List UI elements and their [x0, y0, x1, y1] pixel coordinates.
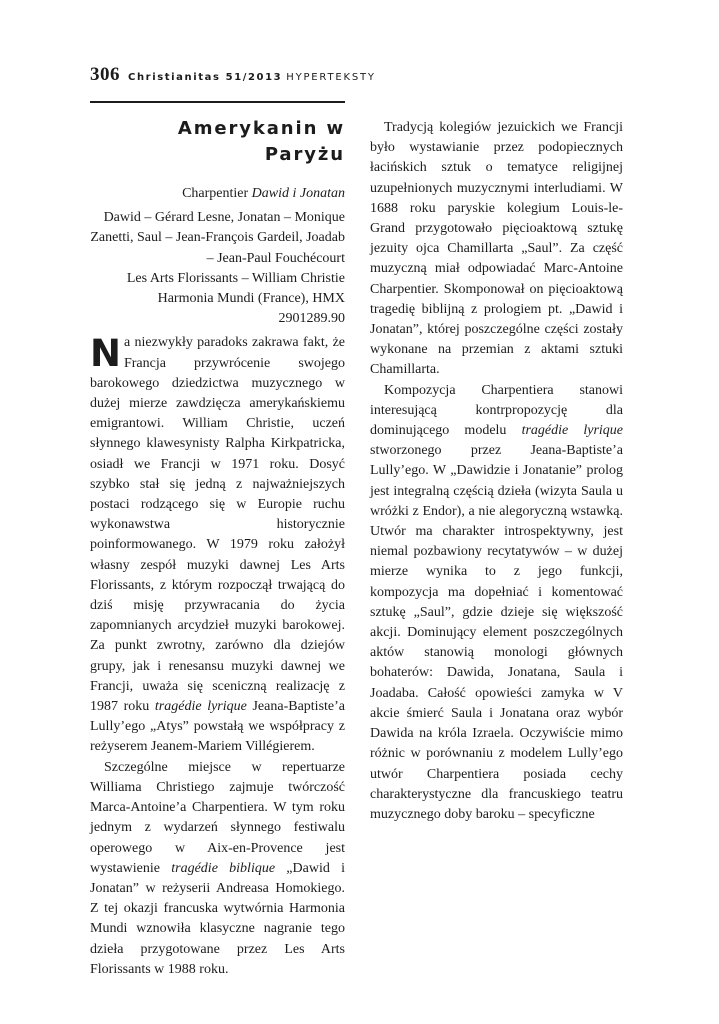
paragraph-4-text-b: stworzonego przez Jeana-Baptiste’a Lully’ego. W „Dawidzie i Jonatanie” prolog jest integralną częścią dzieła (wizyta Saula u wróżki z Endor), a nie alegoryczną wstawką. Utwór ma charakter introspektywny, jest niemal pozbawiony recytatywów – w dużej mierze wynika to z jego funkcji, kompozycja ma dopełniać i komentować sztukę „Saul”, gdzie dzieje się większość akcji. Dominujący element poszczególnych aktów stanowią monologi głównych bohaterów: Dawida, Jonatana, Saula i Joadaba. Całość opowieści zamyka w V akcie śmierć Saula i Jonatana oraz wybór Dawida na króla Izraela. Oczywiście mimo różnic w porównaniu z modelem Lully’ego utwór Charpentiera posiada cechy charakterystyczne dla francuskiego teatru muzycznego doby baroku – specyficzne [370, 443, 623, 822]
credits-ensemble: Les Arts Florissants – William Christie [126, 270, 345, 286]
paragraph-4 [370, 381, 623, 825]
article-title: Amerykanin w Paryżu [177, 118, 345, 165]
credits-work-title: Dawid i Jonatan [251, 186, 345, 201]
paragraph-2-text-a: Szczególne miejsce w repertuarze Williama Christiego zajmuje twórczość Marca-Antoine’a Charpentiera. W tym roku jednym z wydarzeń słynnego festiwalu operowego w Aix-en-Provence jest wystawienie [90, 759, 345, 876]
credits-label: Harmonia Mundi (France), HMX 2901289.90 [157, 291, 345, 327]
paragraph-2-text-b: „Dawid i Jonatan” w reżyserii Andreasa Homokiego. Z tej okazji francuska wytwórnia Harmonia Mundi wznowiła klasyczne nagranie tego dzieła przygotowane przez Les Arts Florissants w 1988 roku. [90, 860, 345, 977]
paragraph-4-italic: tragédie lyrique [521, 423, 623, 439]
paragraph-2 [90, 758, 345, 980]
drop-cap: N [90, 332, 121, 376]
header-rule [90, 101, 345, 103]
journal-name: Christianitas 51/2013 [128, 72, 283, 83]
paragraph-1-text-a: a niezwykły paradoks zakrawa fakt, że Francja przywrócenie swojego barokowego dziedzictwa muzycznego w dużej mierze zawdzięcza amerykańskiemu emigrantowi. William Christie, uczeń słynnego klawesynisty Ralpha Kirkpatricka, osiadł we Francji w 1971 roku. Dosyć szybko stał się jedną z najważniejszych postaci rodzącego się w Europie ruchu wykonawstwa historycznie poinformowanego. W 1979 roku założył własny zespół muzyki dawnej Les Arts Florissants, z którym rozpoczął trwającą do dziś misję przywracania do życia zapomnianych arcydzieł muzyki barokowej. Za punkt zwrotny, zarówno dla dziejów grupy, jak i renesansu muzyki dawnej we Francji, uważa się sceniczną realizację z 1987 roku [90, 335, 345, 715]
paragraph-1 [90, 333, 345, 757]
recording-credits [90, 184, 345, 329]
paragraph-1-italic: tragédie lyrique [154, 699, 247, 715]
paragraph-4-text-a: Kompozycja Charpentiera stanowi interesującą kontrpropozycję dla dominującego modelu [370, 382, 623, 439]
running-header [90, 64, 380, 86]
page-number: 306 [90, 64, 120, 85]
credits-composer: Charpentier [182, 186, 249, 201]
section-name: HYPERTEKSTY [286, 72, 376, 83]
column-left [90, 116, 345, 980]
paragraph-1-text-b: Jeana-Baptiste’a Lully’ego „Atys” powstałą we współpracy z reżyserem Jeanem-Mariem Villégierem. [90, 699, 345, 755]
column-right [370, 118, 623, 825]
credits-cast: Dawid – Gérard Lesne, Jonatan – Monique Zanetti, Saul – Jean-François Gardeil, Joadab – Jean-Paul Fouchécourt [90, 210, 345, 266]
credits-work-line [90, 184, 345, 204]
paragraph-2-italic: tragédie biblique [171, 860, 276, 876]
paragraph-3: Tradycją kolegiów jezuickich we Francji było wystawianie przez podopiecznych łacińskich sztuk o tematyce religijnej uzupełnionych muzycznymi interludiami. W 1688 roku paryskie kolegium Louis-le-Grand przygotowało pięcioaktową sztukę jezuity ojca Chamillarta „Saul”. Za część muzyczną miał odpowiadać Marc-Antoine Charpentier. Skomponował on pięcioaktową tragedię biblijną z prologiem pt. „Dawid i Jonatan”, której poszczególne części zostały wykonane na przemian z aktami sztuki Chamillarta. [370, 120, 623, 378]
